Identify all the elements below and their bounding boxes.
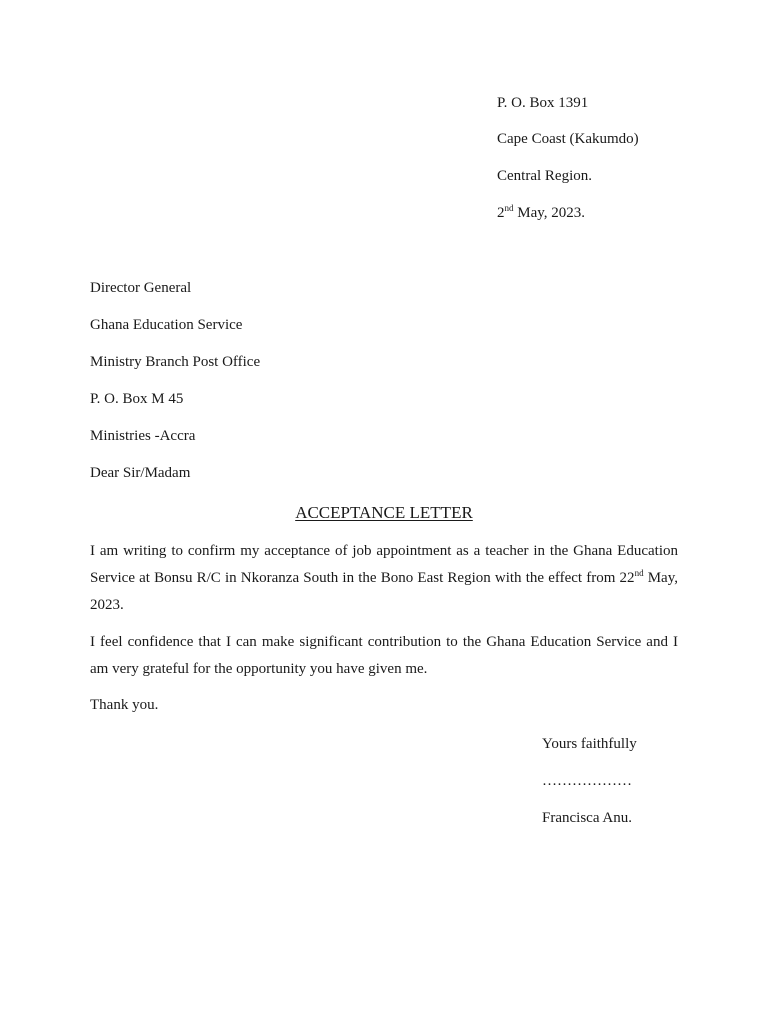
letter-title: ACCEPTANCE LETTER — [295, 503, 473, 522]
body-p1-date: May, 2023. — [90, 570, 678, 613]
body-paragraph-3: Thank you. — [90, 697, 159, 713]
recipient-po-box: P. O. Box M 45 — [90, 391, 184, 407]
salutation: Dear Sir/Madam — [90, 465, 191, 481]
sender-city: Cape Coast (Kakumdo) — [497, 131, 639, 147]
date-rest: May, 2023. — [513, 205, 586, 221]
recipient-city: Ministries -Accra — [90, 428, 196, 444]
signatory-name: Francisca Anu. — [542, 810, 632, 826]
body-paragraph-2: I feel confidence that I can make significant contribution to the Ghana Education Service and I am very grateful for the opportunity you have given me. — [90, 634, 678, 677]
body-paragraph-1 — [90, 538, 678, 619]
date-day: 2 — [497, 205, 505, 221]
recipient-organization: Ghana Education Service — [90, 317, 243, 333]
body-p1-text: I am writing to confirm my acceptance of job appointment as a teacher in the Ghana Education Service at Bonsu R/C in Nkoranza South in the Bono East Region with the effect from 22 — [90, 543, 678, 586]
sender-region: Central Region. — [497, 168, 592, 184]
sender-po-box: P. O. Box 1391 — [497, 95, 589, 111]
signature-line: ……………… — [542, 773, 632, 789]
recipient-post-office: Ministry Branch Post Office — [90, 354, 261, 370]
body-p1-suffix: nd — [634, 568, 644, 578]
letter-date — [497, 203, 586, 221]
recipient-title: Director General — [90, 280, 192, 296]
closing-phrase: Yours faithfully — [542, 736, 637, 752]
date-suffix: nd — [504, 203, 514, 213]
